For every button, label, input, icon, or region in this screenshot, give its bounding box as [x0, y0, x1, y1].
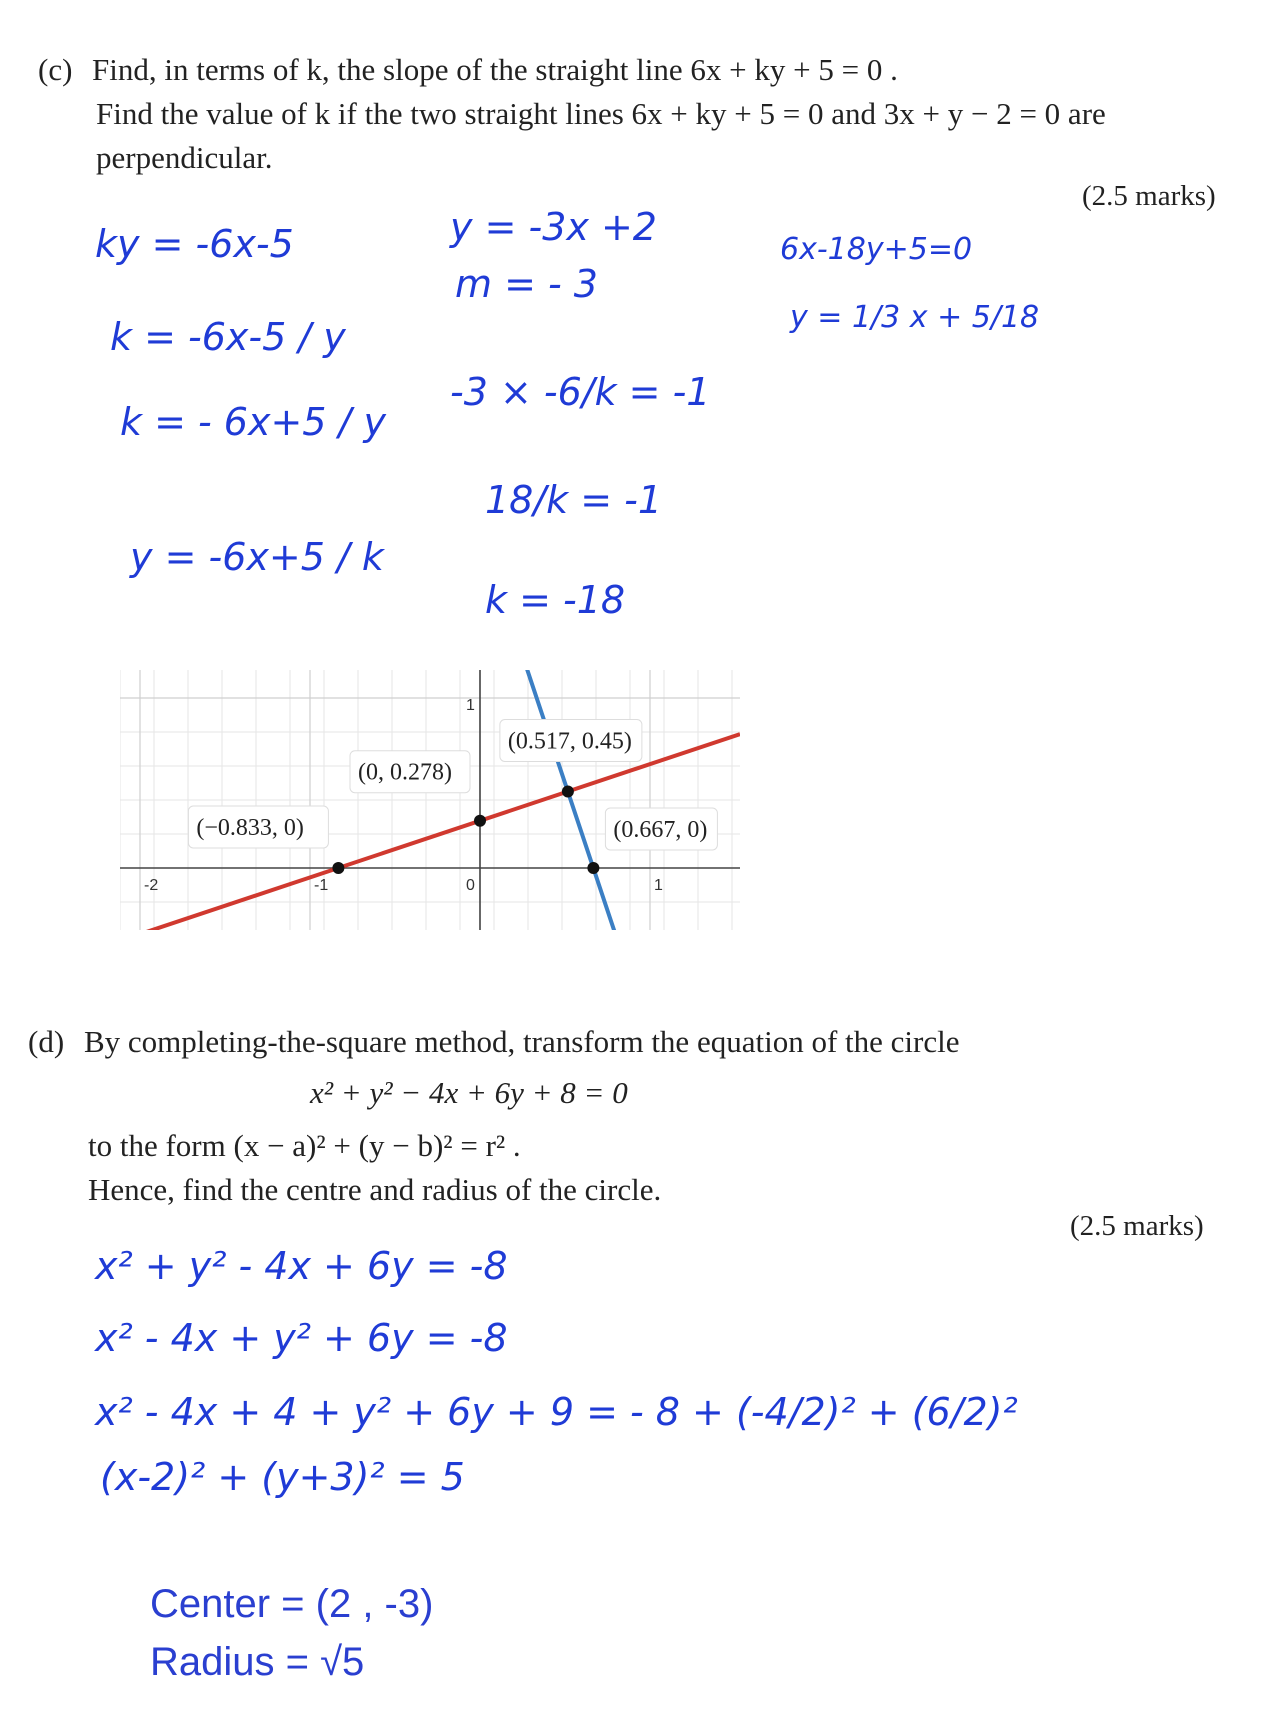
part-d-line-2: to the form (x − a)² + (y − b)² = r² . [88, 1128, 521, 1163]
part-c-label: (c) [38, 52, 73, 87]
intersection-point [562, 786, 574, 798]
work-c-col1-line1: ky = -6x-5 [95, 222, 294, 266]
graph-panel [120, 670, 740, 930]
part-d-equation: x² + y² − 4x + 6y + 8 = 0 [310, 1075, 628, 1110]
work-c-col3-line2: y = 1/3 x + 5/18 [790, 300, 1040, 335]
x-tick-label: 1 [654, 877, 663, 894]
work-d-line3: x² - 4x + 4 + y² + 6y + 9 = - 8 + (-4/2)² + (6/2)² [95, 1390, 1018, 1434]
part-d-label: (d) [28, 1024, 65, 1059]
answer-center: Center = (2 , -3) [150, 1582, 434, 1626]
work-c-col2-line4: 18/k = -1 [485, 478, 663, 522]
part-c-marks: (2.5 marks) [1082, 180, 1216, 212]
work-c-col1-line3: k = - 6x+5 / y [120, 400, 386, 444]
y-tick-label: 1 [466, 697, 475, 714]
work-d-line1: x² + y² - 4x + 6y = -8 [95, 1244, 508, 1288]
part-c-line-1: Find, in terms of k, the slope of the straight line 6x + ky + 5 = 0 . [92, 52, 898, 87]
work-d-line4: (x-2)² + (y+3)² = 5 [100, 1455, 465, 1499]
part-d-marks: (2.5 marks) [1070, 1210, 1204, 1242]
x-tick-label: -1 [314, 877, 329, 894]
work-c-col1-line4: y = -6x+5 / k [130, 535, 384, 579]
x-tick-label: 0 [466, 877, 475, 894]
work-d-line2: x² - 4x + y² + 6y = -8 [95, 1316, 508, 1360]
part-d-line-1: By completing-the-square method, transform the equation of the circle [84, 1024, 960, 1059]
point-label: (−0.833, 0) [196, 815, 304, 841]
point-label: (0.517, 0.45) [507, 728, 632, 755]
work-c-col2-line3: -3 × -6/k = -1 [450, 370, 711, 414]
x-tick-label: -2 [144, 877, 159, 894]
point-label: (0.667, 0) [613, 817, 708, 843]
answer-radius: Radius = √5 [150, 1640, 365, 1684]
part-d-line-3: Hence, find the centre and radius of the circle. [88, 1172, 662, 1207]
work-c-col3-line1: 6x-18y+5=0 [780, 232, 973, 267]
work-c-col2-line1: y = -3x +2 [450, 205, 657, 249]
part-c-line-2: Find the value of k if the two straight lines 6x + ky + 5 = 0 and 3x + y − 2 = 0 are [96, 96, 1106, 131]
work-c-col2-line5: k = -18 [485, 578, 626, 622]
work-c-col1-line2: k = -6x-5 / y [110, 315, 346, 359]
part-c-line-3: perpendicular. [96, 140, 273, 175]
intersection-point [474, 815, 486, 827]
intersection-point [332, 862, 344, 874]
work-c-col2-line2: m = - 3 [455, 262, 598, 306]
point-label: (0, 0.278) [358, 759, 452, 786]
intersection-point [587, 862, 599, 874]
